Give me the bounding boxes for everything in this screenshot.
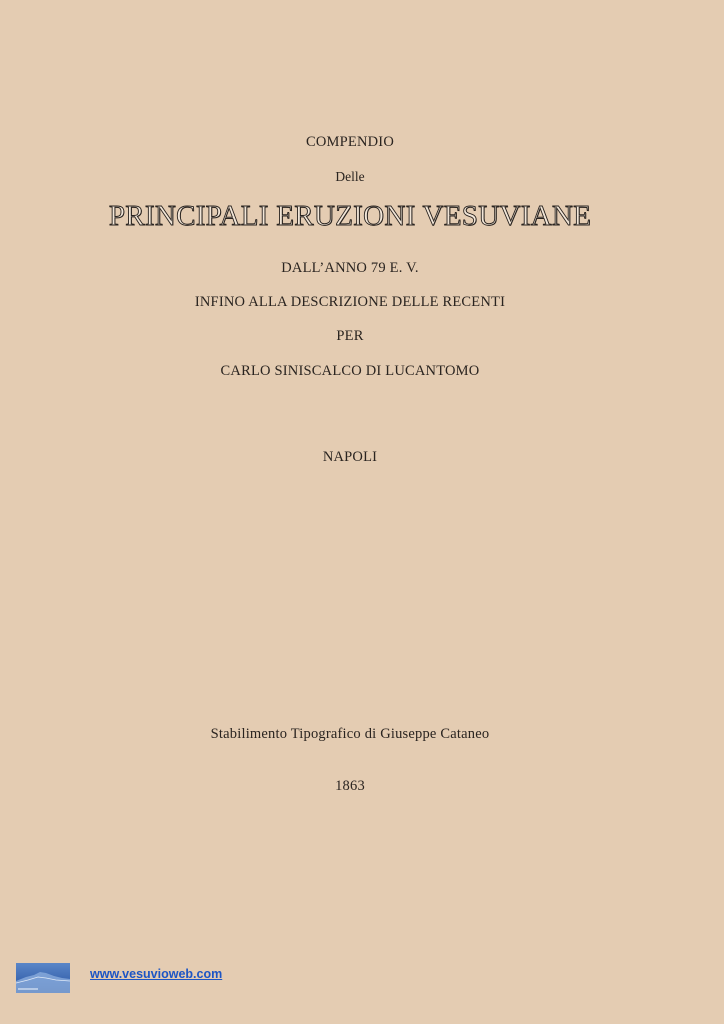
subtitle-infino: INFINO ALLA DESCRIZIONE DELLE RECENTI xyxy=(194,294,506,310)
vesuvioweb-link[interactable]: www.vesuvioweb.com xyxy=(90,967,223,981)
heading-delle: Delle xyxy=(335,169,365,184)
heading-compendio: COMPENDIO xyxy=(306,134,394,150)
city-name: NAPOLI xyxy=(322,449,378,465)
author-name: CARLO SINISCALCO DI LUCANTOMO xyxy=(220,363,480,379)
subtitle-dall-anno: DALL’ANNO 79 E. V. xyxy=(281,260,419,276)
subtitle-per: PER xyxy=(336,328,364,344)
printer-name: Stabilimento Tipografico di Giuseppe Cataneo xyxy=(210,726,490,742)
publication-year: 1863 xyxy=(335,778,365,794)
main-title: PRINCIPALI ERUZIONI VESUVIANE xyxy=(108,200,592,232)
vesuvius-logo-icon[interactable] xyxy=(16,963,70,993)
